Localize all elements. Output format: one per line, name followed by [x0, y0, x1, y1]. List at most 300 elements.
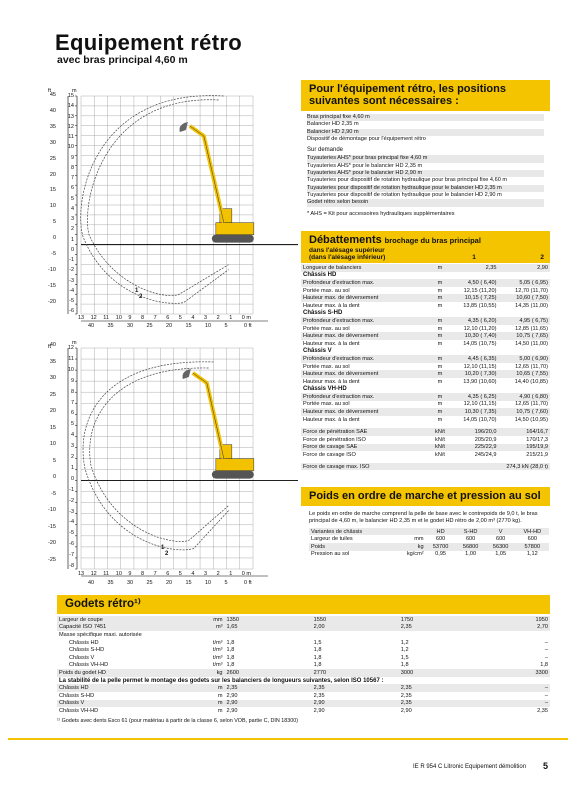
poids-text: Le poids en ordre de marche comprend la pelle de base avec le contrepoids de 9,0 t, le bras principal de 4,60 m, le balancier HD 2,35 m et le godet HD rétro de 2,00 m³ (2770 kg).: [309, 511, 538, 525]
godet-row: [57, 639, 550, 647]
row-label: Portée max. au sol: [303, 401, 350, 408]
row-value: [486, 631, 550, 639]
row-label: Châssis HD: [57, 684, 191, 692]
row-label: Châssis V: [57, 700, 191, 708]
sur-demande-item: Tuyauteries AHS* pour le balancier HD 2,90 m: [307, 170, 544, 177]
godet-row: [57, 662, 550, 670]
force-row: [301, 444, 550, 452]
section-name: Châssis VH-HD: [303, 386, 347, 393]
poids-cell: 600: [527, 536, 537, 543]
stability-title: La stabilité de la pelle permet le montage des godets sur les balanciers de longueurs suivantes, selon ISO 10567 :: [59, 677, 384, 684]
axis-tick-label: 10: [67, 144, 74, 151]
row-value: 2,35: [537, 707, 548, 714]
x-tick-label: 25: [146, 580, 153, 586]
row-unit: t/m³: [212, 647, 223, 654]
row-label: Profondeur d'extraction max.: [301, 355, 433, 363]
poids-row: [309, 535, 549, 543]
footer-rule: [8, 738, 568, 740]
godet-row: [57, 624, 550, 632]
axis-tick-label: -8: [69, 563, 74, 569]
table-row: [301, 287, 550, 295]
sur-demande-item: Tuyauteries AHS* pour le balancier HD 2,35 m: [307, 162, 423, 169]
row-value-1: 13,90 (10,60): [463, 378, 497, 385]
row-value-1: 12,10 (11,15): [463, 363, 497, 370]
poids-header-cell: VH-HD: [516, 528, 549, 536]
axis-tick-label: -15: [48, 523, 56, 530]
axis-tick-label: 8: [70, 388, 74, 395]
row-label: Profondeur d'extraction max.: [301, 317, 433, 325]
stability-title-row: [57, 677, 550, 685]
row-value-1: 10,15 ( 7,25): [447, 294, 499, 302]
row-value-1: 205/20,9: [474, 436, 497, 443]
axis-tick-label: -1: [69, 486, 74, 493]
axis-tick-label: 2: [70, 226, 74, 233]
x-tick-label: 35: [107, 323, 114, 329]
row-value: –: [544, 639, 548, 646]
excavator-body: [216, 459, 254, 471]
axis-tick-label: -20: [48, 298, 56, 305]
poids-cell: 57800: [516, 543, 549, 551]
axis-tick-label: 1: [70, 236, 74, 243]
section-name: Châssis V: [303, 348, 332, 355]
table-row: [301, 294, 550, 302]
row-value-2: 10,75 ( 7,60): [499, 408, 551, 416]
x-tick-label: 15: [185, 323, 192, 329]
axis-tick-label: 2: [70, 454, 74, 460]
x-tick-label: 5: [178, 571, 182, 577]
godet-row: [57, 616, 550, 624]
x-tick-label: 8: [141, 315, 145, 321]
godets-table: [57, 616, 550, 715]
reach-diagram-1: [48, 88, 298, 338]
row-unit: t/m³: [212, 639, 223, 646]
row-unit: m: [437, 302, 443, 309]
row-label: Hauteur max. à la dent: [303, 416, 360, 423]
axis-tick-label: 5: [70, 195, 74, 202]
x-tick-label: 12: [90, 315, 97, 321]
row-value: 2,35: [399, 700, 486, 708]
axis-tick-label: 25: [49, 155, 56, 162]
row-value: 1,8: [226, 647, 235, 654]
sur-demande-item: Tuyauteries pour dispositif de rotation hydraulique pour le balancier HD 2,90 m: [307, 191, 502, 198]
x-tick-label: 0 m: [241, 315, 251, 321]
axis-tick-label: -5: [51, 490, 56, 497]
row-value-2: 2,90: [499, 264, 551, 272]
row-value-1: 196/20,0: [447, 428, 499, 436]
row-unit: t/m³: [212, 654, 223, 661]
axis-tick-label: 40: [49, 107, 56, 114]
axis-tick-label: -15: [48, 282, 56, 289]
row-value-2: 12,85 (11,65): [515, 325, 548, 332]
row-label: Châssis VH-HD: [69, 662, 109, 669]
axis-tick-label: 7: [70, 399, 74, 406]
section-name: Châssis HD: [303, 272, 337, 279]
row-value-1: 13,85 (10,55): [463, 302, 497, 309]
row-label: Force de pénétration ISO: [303, 436, 366, 443]
row-value: –: [544, 647, 548, 654]
poids-cell: 1,05: [495, 551, 507, 558]
x-tick-label: 5: [178, 315, 182, 321]
row-unit: m: [433, 370, 447, 378]
x-tick-label: 10: [115, 571, 122, 577]
x-tick-label: 6: [166, 571, 170, 577]
x-tick-label: 9: [128, 315, 132, 321]
axis-tick-label: 11: [68, 355, 74, 362]
row-value: 1750: [399, 616, 486, 624]
section-header: [301, 272, 550, 280]
row-value-1: 4,50 ( 6,40): [447, 279, 499, 287]
excavator-tracks: [212, 471, 254, 479]
axis-tick-label: 35: [49, 358, 56, 365]
poids-header-cell: Variantes de châssis: [309, 528, 394, 536]
axis-tick-label: 5: [52, 219, 56, 226]
row-unit: [191, 631, 225, 639]
row-unit: kg: [191, 669, 225, 677]
row-value: 2,90: [313, 707, 325, 714]
stability-row: [57, 707, 550, 715]
m-unit: m: [72, 88, 77, 94]
axis-tick-label: 0: [52, 474, 56, 480]
row-label: Portée max. au sol: [303, 363, 350, 370]
godets-section: [57, 595, 550, 715]
row-value-1: 14,05 (10,70): [463, 416, 497, 423]
col-1-header: 1: [472, 254, 476, 261]
page-number: 5: [543, 761, 549, 771]
x-tick-label: 30: [127, 580, 134, 586]
sur-demande-title: Sur demande: [307, 147, 344, 154]
envelope-curve-1: [87, 100, 228, 296]
row-unit: m³: [191, 624, 225, 632]
excavator-boom: [193, 373, 224, 459]
row-label: Hauteur max. de déversement: [301, 408, 433, 416]
row-value: 1,5: [400, 654, 409, 661]
poids-cell: 56300: [486, 543, 516, 551]
row-value: 2600: [225, 669, 312, 677]
row-label: Châssis HD: [69, 639, 99, 646]
row-value-1: 225/22,9: [447, 444, 499, 452]
axis-tick-label: -1: [69, 257, 74, 263]
poids-panel: [301, 487, 550, 558]
x-tick-label: 20: [166, 323, 173, 329]
col-2-header: 2: [540, 254, 544, 261]
stability-row: [57, 700, 550, 708]
row-value-2: 4,95 ( 6,75): [499, 317, 551, 325]
row-value-2: 10,65 ( 7,55): [499, 370, 551, 378]
section-header: [301, 348, 550, 356]
row-value-1: 10,20 ( 7,30): [447, 370, 499, 378]
reach-diagram-2: [48, 340, 298, 590]
row-value-1: 14,05 (10,75): [463, 340, 497, 347]
row-value: [225, 631, 312, 639]
row-label: Poids du godet HD: [57, 669, 191, 677]
x-tick-label: 35: [107, 580, 114, 586]
envelope-curve-2: [81, 96, 229, 304]
row-value-2: 195/19,9: [499, 444, 551, 452]
poids-cell: 0,95: [435, 551, 447, 558]
axis-tick-label: 3: [70, 443, 74, 450]
axis-tick-label: 12: [67, 345, 74, 351]
force-row: [301, 428, 550, 436]
poids-row: [309, 551, 549, 559]
footer-text: IE R 954 C Litronic Equipement démolition: [413, 764, 527, 770]
poids-title: Poids en ordre de marche et pression au sol: [301, 487, 550, 506]
requirements-list: [301, 113, 550, 143]
requirement-item: Balancier HD 2,35 m: [307, 121, 359, 128]
x-tick-label: 2: [216, 571, 220, 577]
godet-row: [57, 654, 550, 662]
godet-row: [57, 631, 550, 639]
row-unit: m: [433, 294, 447, 302]
axis-tick-label: 0: [70, 475, 74, 482]
axis-tick-label: 8: [70, 164, 74, 171]
row-unit: kN/t: [433, 428, 447, 436]
row-value: –: [486, 684, 550, 692]
axis-tick-label: 13: [67, 113, 74, 120]
x-tick-label: 3: [204, 571, 208, 577]
row-value: 1,5: [313, 639, 322, 646]
axis-tick-label: 6: [70, 185, 74, 192]
table-row: [301, 340, 550, 348]
table-row: [301, 370, 550, 378]
debattements-table: [301, 264, 550, 470]
row-label: Force de cavage SAE: [301, 444, 433, 452]
axis-tick-label: 4: [70, 432, 74, 439]
axis-tick-label: 25: [49, 391, 56, 398]
row-value-2: 5,00 ( 6,90): [499, 355, 551, 363]
reach-diagram-graphic: [48, 340, 298, 590]
row-value-2: 10,60 ( 7,50): [499, 294, 551, 302]
row-value-1: 12,10 (11,15): [463, 401, 497, 408]
x-tick-label: 13: [78, 571, 85, 577]
row-label: Force de cavage max. ISO: [301, 463, 433, 471]
curve-label-1: 1: [135, 288, 139, 294]
row-unit: m: [433, 332, 447, 340]
row-value: 2770: [312, 669, 399, 677]
table-row: [301, 378, 550, 386]
table-row: [301, 408, 550, 416]
curve-label-1: 1: [161, 545, 165, 551]
excavator-boom: [190, 126, 224, 223]
x-tick-label: 40: [88, 323, 95, 329]
axis-tick-label: 6: [70, 410, 74, 417]
poids-header-cell: S-HD: [456, 528, 486, 536]
row-value-1: 245/24,9: [474, 452, 497, 459]
row-label: Hauteur max. à la dent: [303, 340, 360, 347]
x-tick-label: 10: [205, 323, 212, 329]
x-tick-label: 9: [128, 571, 132, 577]
debattements-title: Débattements: [309, 234, 382, 246]
axis-tick-label: 5: [70, 421, 74, 428]
poids-cell: 1,00: [465, 551, 477, 558]
poids-cell: Poids: [309, 543, 394, 551]
row-value: 2,90: [400, 707, 412, 714]
row-value: 3300: [486, 669, 550, 677]
row-unit: m: [433, 279, 447, 287]
row-value: 2,90: [312, 700, 399, 708]
row-value: 3000: [399, 669, 486, 677]
row-value: 2,35: [399, 684, 486, 692]
x-tick-label: 30: [127, 323, 134, 329]
row-value: 1,8: [540, 662, 548, 669]
axis-tick-label: 10: [49, 441, 56, 447]
row-value-1: 12,15 (11,20): [463, 287, 497, 294]
x-tick-label: 25: [146, 323, 153, 329]
axis-tick-label: 10: [67, 366, 74, 373]
axis-tick-label: 4: [70, 205, 74, 212]
table-row: [301, 302, 550, 310]
axis-tick-label: 0: [70, 246, 74, 253]
row-value-2: 12,70 (11,70): [515, 287, 548, 294]
force-row: [301, 436, 550, 444]
row-value: 274,3 kN (28,0 t): [433, 463, 550, 471]
row-label: Châssis VH-HD: [59, 707, 99, 714]
row-value-2: 215/21,9: [526, 452, 548, 459]
axis-tick-label: 15: [67, 93, 74, 99]
excavator-tracks: [212, 235, 254, 243]
requirement-item: Bras principal fixe 4,60 m: [307, 114, 544, 121]
row-label: Largeur de coupe: [57, 616, 191, 624]
axis-tick-label: 30: [49, 375, 56, 381]
x-tick-label: 2: [216, 315, 220, 321]
axis-tick-label: -4: [69, 287, 74, 294]
row-label: Châssis V: [69, 654, 95, 661]
axis-tick-label: -3: [69, 508, 74, 515]
axis-tick-label: 15: [49, 187, 56, 194]
row-unit: m: [437, 401, 443, 408]
sur-demande-item: Godet rétro selon besoin: [307, 199, 544, 206]
row-value-1: 2,35: [447, 264, 499, 272]
axis-tick-label: 9: [70, 377, 74, 384]
axis-tick-label: 40: [49, 342, 56, 348]
x-tick-label: 4: [191, 315, 195, 321]
x-tick-label: 5: [224, 580, 228, 586]
debattements-panel: [301, 231, 550, 470]
row-value-2: 14,50 (10,95): [514, 416, 548, 423]
stability-row: [57, 684, 550, 692]
excavator-bucket: [182, 369, 190, 379]
x-tick-label: 5: [224, 323, 228, 329]
row-label: Hauteur max. à la dent: [303, 302, 360, 309]
curve-label-2: 2: [165, 551, 169, 557]
row-value: [312, 631, 399, 639]
row-value: 2,35: [399, 624, 486, 632]
row-value-2: 170/17,3: [526, 436, 548, 443]
debattements-title-rest: brochage du bras principal: [384, 236, 481, 245]
length-row: [301, 264, 550, 272]
row-value: 1,8: [400, 662, 409, 669]
axis-tick-label: 30: [49, 139, 56, 146]
row-unit: kN/t: [435, 436, 445, 443]
row-unit: m: [437, 340, 443, 347]
x-tick-label: 7: [153, 315, 157, 321]
table-row: [301, 401, 550, 409]
requirements-panel: [301, 80, 550, 218]
axis-tick-label: 20: [49, 408, 56, 414]
poids-cell: mm: [414, 536, 424, 543]
row-label: Hauteur max. de déversement: [301, 332, 433, 340]
x-tick-label: 40: [88, 580, 95, 586]
table-row: [301, 325, 550, 333]
row-label: Portée max. au sol: [303, 287, 350, 294]
row-value-2: 14,40 (10,85): [514, 378, 548, 385]
x-tick-label: 1: [229, 571, 233, 577]
sur-demande-item: Tuyauteries pour dispositif de rotation hydraulique pour bras principal fixe 4,60 m: [307, 177, 508, 184]
axis-tick-label: -3: [69, 277, 74, 284]
axis-tick-label: 0: [52, 235, 56, 242]
table-row: [301, 363, 550, 371]
row-unit: m: [217, 707, 223, 714]
row-value-2: 14,50 (11,00): [515, 340, 548, 347]
x-tick-label: 10: [205, 580, 212, 586]
row-value: 1,8: [313, 662, 322, 669]
curve-label-2: 2: [139, 294, 143, 300]
requirement-item: Balancier HD 2,90 m: [307, 129, 544, 136]
godet-row: [57, 669, 550, 677]
axis-tick-label: 5: [52, 457, 56, 464]
x-tick-label: 15: [185, 580, 192, 586]
row-value: –: [486, 700, 550, 708]
row-value: 1,8: [226, 662, 235, 669]
row-unit: m: [437, 363, 443, 370]
row-label: Hauteur max. de déversement: [301, 294, 433, 302]
godets-footnote: ¹⁾ Godets avec dents Esco 61 (pour matériau à partir de la classe 6, selon VOB, partie C, DIN 18300): [57, 718, 299, 724]
row-unit: m: [437, 325, 443, 332]
row-unit: m: [191, 700, 225, 708]
axis-tick-label: -2: [69, 497, 74, 504]
poids-cell: Largeur de tuiles: [311, 536, 353, 543]
row-unit: m: [217, 692, 223, 699]
poids-cell: Pression au sol: [311, 551, 350, 558]
row-unit: m: [433, 317, 447, 325]
requirements-title: Pour l'équipement rétro, les positions suivantes sont nécessaires :: [301, 80, 550, 111]
row-label: Force de cavage ISO: [303, 452, 356, 459]
axis-tick-label: -5: [69, 298, 74, 304]
x-tick-label: 0 ft: [244, 323, 252, 329]
poids-cell: 1,12: [526, 551, 538, 558]
row-unit: t/m³: [212, 662, 223, 669]
row-value: 1350: [225, 616, 312, 624]
row-label: Masse spécifique maxi. autorisée: [59, 631, 142, 638]
x-tick-label: 11: [103, 315, 109, 321]
section-name: Châssis S-HD: [303, 310, 343, 317]
axis-tick-label: -25: [48, 556, 56, 563]
axis-tick-label: 9: [70, 154, 74, 161]
row-value: –: [544, 654, 548, 661]
m-unit: m: [72, 340, 77, 346]
requirement-item: Dispositif de démontage pour l'équipement rétro: [307, 135, 426, 142]
row-value: 2,70: [486, 624, 550, 632]
row-value-2: 12,65 (11,70): [515, 401, 548, 408]
row-value-2: 164/16,7: [499, 428, 551, 436]
row-label: Châssis S-HD: [69, 647, 105, 654]
force-max-row: [301, 463, 550, 471]
poids-header-cell: V: [486, 528, 516, 536]
row-value-1: 4,45 ( 6,35): [447, 355, 499, 363]
row-value-2: 10,75 ( 7,65): [499, 332, 551, 340]
poids-cell: kg/cm²: [406, 551, 424, 558]
axis-tick-label: -6: [69, 541, 74, 548]
ft-unit: ft: [48, 88, 52, 94]
godet-row: [57, 646, 550, 654]
axis-tick-label: -5: [51, 251, 56, 257]
row-unit: kN/t: [435, 452, 445, 459]
axis-tick-label: -10: [48, 266, 56, 273]
row-value: 1,8: [226, 654, 235, 661]
row-value-2: 4,90 ( 6,80): [499, 393, 551, 401]
row-label: Capacité ISO 7451: [57, 624, 191, 632]
page-title: Equipement rétro: [55, 30, 242, 55]
row-label: Force de pénétration SAE: [301, 428, 433, 436]
